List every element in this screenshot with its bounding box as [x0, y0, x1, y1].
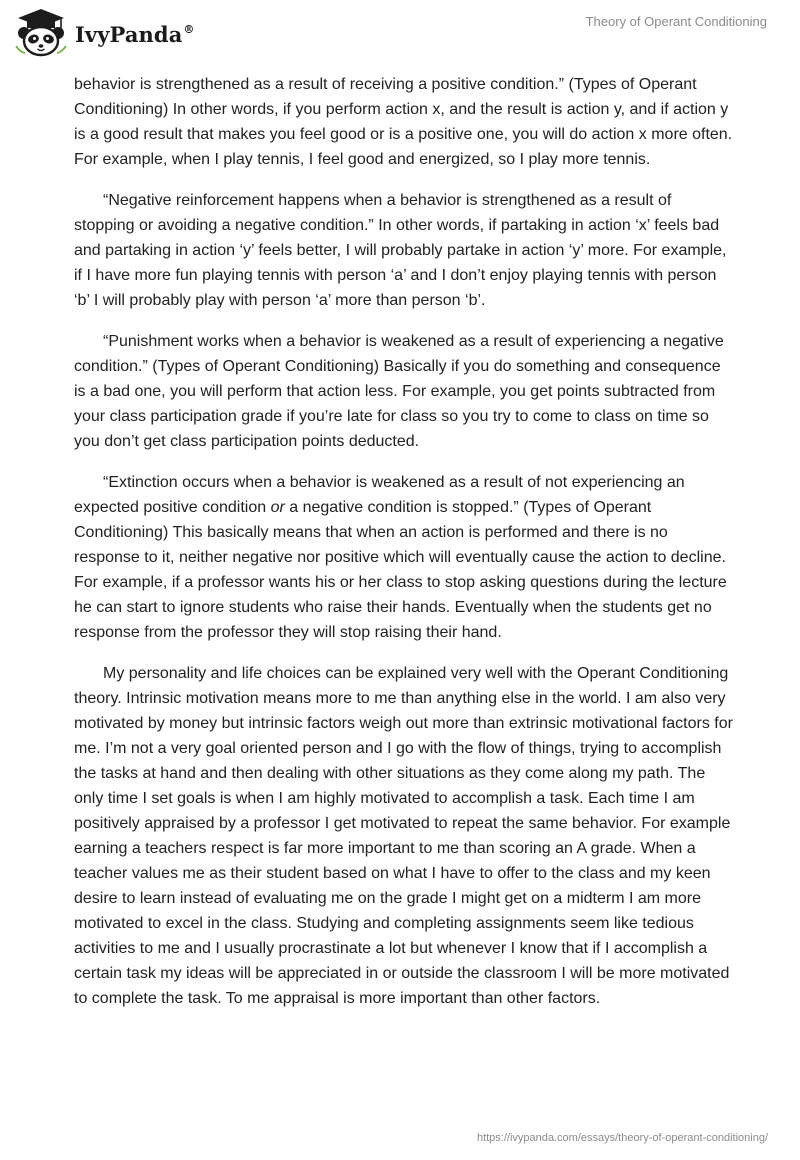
- paragraph-punishment: “Punishment works when a behavior is weakened as a result of experiencing a negative condition.” (Types of Operant Conditioning) Basically if you do something and consequence is a bad one, you will perform that action less. For example, you get points subtracted from your class participation grade if you’re late for class so you try to come to class on time so you don’t get class participation points deducted.: [74, 333, 724, 450]
- paragraph-positive-reinforcement: behavior is strengthened as a result of receiving a positive condition.” (Types of Operant Conditioning) In other words, if you perform action x, and the result is action y, and if action y is a good result that makes you feel good or is a positive one, you will do action x more often. For example, when I play tennis, I feel good and energized, so I play more tennis.: [74, 76, 733, 168]
- brand-logo[interactable]: [12, 6, 195, 58]
- paragraph-extinction: [74, 470, 734, 645]
- paragraph-extinction-emphasis: or: [270, 499, 285, 516]
- essay-body: [74, 72, 734, 1027]
- registered-mark: ®: [183, 22, 195, 36]
- source-url[interactable]: https://ivypanda.com/essays/theory-of-operant-conditioning/: [476, 1132, 768, 1144]
- paragraph-extinction-part-1: “Extinction occurs when a behavior is weakened as a result of not experiencing an expected positive condition: [74, 474, 685, 516]
- paragraph-negative-reinforcement: “Negative reinforcement happens when a behavior is strengthened as a result of stopping or avoiding a negative condition.” In other words, if partaking in action ‘x’ feels bad and partaking in action ‘y’ feels better, I will probably partake in action ‘y’ more. For example, if I have more fun playing tennis with person ‘a’ and I don’t enjoy playing tennis with person ‘b’ I will probably play with person ‘a’ more than person ‘b’.: [74, 192, 727, 309]
- document-title: Theory of Operant Conditioning: [585, 14, 767, 29]
- brand-name: IvyPanda®: [75, 21, 195, 47]
- panda-graduation-cap-icon: [12, 6, 70, 58]
- page-header: [0, 0, 800, 70]
- paragraph-personal-reflection: My personality and life choices can be explained very well with the Operant Conditioning theory. Intrinsic motivation means more to me than anything else in the world. I am also very motivated by money but intrinsic factors weigh out more than extrinsic motivational factors for me. I’m not a very goal oriented person and I go with the flow of things, trying to accomplish the tasks at hand and then dealing with other situations as they come along my path. The only time I set goals is when I am highly motivated to accomplish a task. Each time I am positively appraised by a professor I get motivated to repeat the same behavior. For example earning a teachers respect is far more important to me than scoring an A grade. When a teacher values me as their student based on what I have to offer to the class and my keen desire to learn instead of evaluating me on the grade I might get on a midterm I am more motivated to excel in the class. Studying and completing assignments seem like tedious activities to me and I usually procrastinate a lot but whenever I know that if I accomplish a certain task my ideas will be appreciated in or outside the classroom I will be more motivated to complete the task. To me appraisal is more important than other factors.: [74, 665, 733, 1007]
- paragraph-extinction-part-2: a negative condition is stopped.” (Types of Operant Conditioning) This basically means that when an action is performed and there is no response to it, neither negative nor positive which will eventually cause the action to decline. For example, if a professor wants his or her class to stop asking questions during the lecture he can start to ignore students who raise their hands. Eventually when the students get no response from the professor they will stop raising their hand.: [74, 499, 727, 641]
